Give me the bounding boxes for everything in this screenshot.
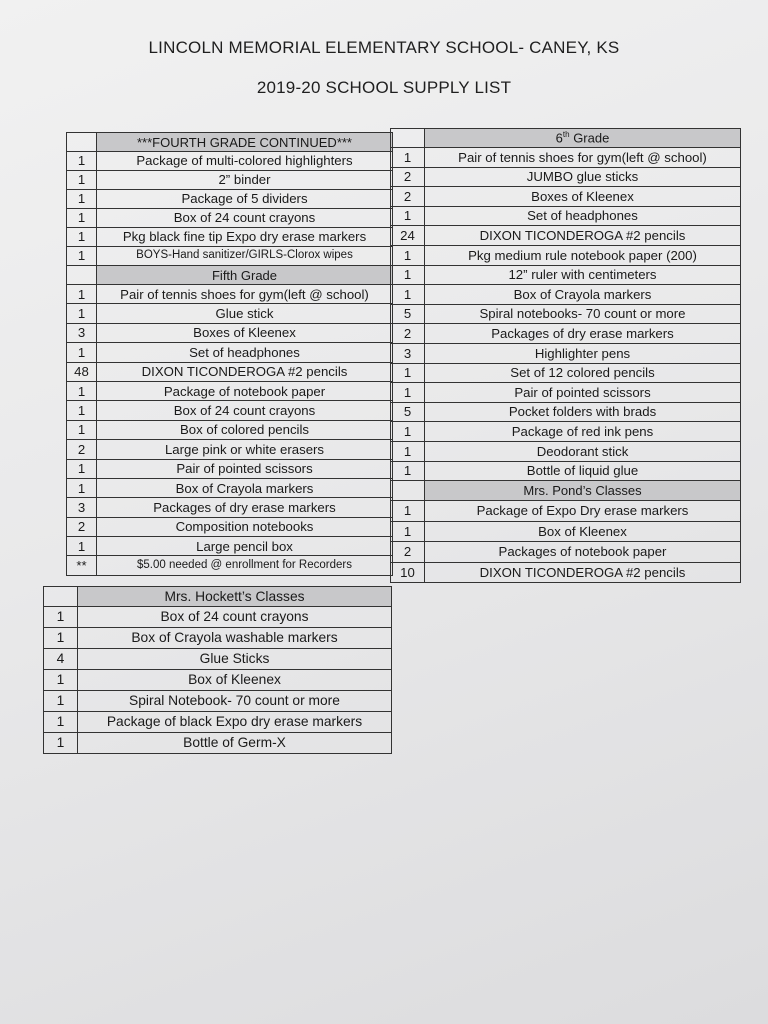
item-cell: Package of red ink pens xyxy=(425,422,741,442)
item-cell: Package of black Expo dry erase markers xyxy=(78,712,392,733)
table-row xyxy=(67,190,393,209)
table-row xyxy=(67,381,393,400)
table-row xyxy=(391,187,741,207)
table-row xyxy=(391,521,741,542)
table-row xyxy=(67,343,393,362)
quantity-cell: 1 xyxy=(391,265,425,285)
school-title: LINCOLN MEMORIAL ELEMENTARY SCHOOL- CANEY, KS xyxy=(148,38,620,57)
item-cell: Spiral notebooks- 70 count or more xyxy=(425,304,741,324)
quantity-cell: 48 xyxy=(67,362,97,381)
table-row xyxy=(44,628,392,649)
item-cell: Packages of dry erase markers xyxy=(425,324,741,344)
table-row xyxy=(391,542,741,563)
item-cell: Box of 24 count crayons xyxy=(97,209,393,228)
quantity-cell: 2 xyxy=(67,517,97,536)
quantity-cell: 1 xyxy=(67,228,97,247)
quantity-cell: 2 xyxy=(391,324,425,344)
table-row xyxy=(44,733,392,754)
item-cell: Large pink or white erasers xyxy=(97,440,393,459)
table-row xyxy=(391,383,741,403)
list-title: 2019-20 SCHOOL SUPPLY LIST xyxy=(256,78,512,97)
table-row xyxy=(67,537,393,556)
quantity-cell: 4 xyxy=(44,649,78,670)
blank-cell xyxy=(67,266,97,285)
quantity-cell: 1 xyxy=(67,285,97,304)
quantity-cell: 3 xyxy=(67,323,97,342)
item-cell: Composition notebooks xyxy=(97,517,393,536)
table-row xyxy=(391,285,741,305)
hockett-table xyxy=(43,586,392,754)
quantity-cell: 1 xyxy=(391,363,425,383)
quantity-cell: 1 xyxy=(391,441,425,461)
quantity-cell: 1 xyxy=(44,712,78,733)
table-row xyxy=(67,362,393,381)
table-row xyxy=(391,324,741,344)
table-row xyxy=(391,363,741,383)
table-row xyxy=(391,167,741,187)
item-cell: Box of Kleenex xyxy=(425,521,741,542)
table-row xyxy=(391,148,741,168)
table-row xyxy=(67,478,393,497)
item-cell: Pair of pointed scissors xyxy=(425,383,741,403)
quantity-cell: 1 xyxy=(67,209,97,228)
quantity-cell: 1 xyxy=(391,501,425,522)
item-cell: Package of 5 dividers xyxy=(97,190,393,209)
table-row xyxy=(44,670,392,691)
table-row xyxy=(67,285,393,304)
quantity-cell: 1 xyxy=(391,245,425,265)
quantity-cell: 1 xyxy=(67,247,97,266)
item-cell: Pair of tennis shoes for gym(left @ school) xyxy=(425,148,741,168)
item-cell: Spiral Notebook- 70 count or more xyxy=(78,691,392,712)
quantity-cell: 1 xyxy=(391,285,425,305)
sixth-grade-pond-table xyxy=(390,128,741,583)
table-row xyxy=(391,422,741,442)
table-row xyxy=(67,323,393,342)
quantity-cell: 1 xyxy=(391,521,425,542)
item-cell: Pkg medium rule notebook paper (200) xyxy=(425,245,741,265)
heading-text: Grade xyxy=(569,130,610,146)
quantity-cell: 2 xyxy=(67,440,97,459)
quantity-cell: 1 xyxy=(67,401,97,420)
item-cell: Bottle of liquid glue xyxy=(425,461,741,481)
table-row xyxy=(391,343,741,363)
quantity-cell: 1 xyxy=(44,691,78,712)
quantity-cell: 1 xyxy=(391,148,425,168)
item-cell: Pkg black fine tip Expo dry erase markers xyxy=(97,228,393,247)
item-cell: Glue Sticks xyxy=(78,649,392,670)
table-row xyxy=(391,501,741,522)
quantity-cell: 1 xyxy=(44,628,78,649)
table-row xyxy=(67,304,393,323)
table-row xyxy=(391,461,741,481)
quantity-cell: 5 xyxy=(391,304,425,324)
item-cell: BOYS-Hand sanitizer/GIRLS-Clorox wipes xyxy=(97,247,393,266)
item-cell: Box of Crayola markers xyxy=(425,285,741,305)
item-cell: Box of Crayola washable markers xyxy=(78,628,392,649)
table-row xyxy=(391,265,741,285)
blank-cell xyxy=(44,587,78,607)
hockett-heading-row xyxy=(44,587,392,607)
item-cell: Pocket folders with brads xyxy=(425,402,741,422)
table-row xyxy=(67,440,393,459)
table-row xyxy=(67,459,393,478)
quantity-cell: 1 xyxy=(67,190,97,209)
quantity-cell: 1 xyxy=(67,459,97,478)
table-row xyxy=(391,226,741,246)
item-cell: Highlighter pens xyxy=(425,343,741,363)
item-cell: Package of Expo Dry erase markers xyxy=(425,501,741,522)
quantity-cell: 1 xyxy=(67,304,97,323)
hockett-heading: Mrs. Hockett’s Classes xyxy=(78,587,392,607)
fourth-grade-heading: ***FOURTH GRADE CONTINUED*** xyxy=(97,133,393,152)
pond-heading: Mrs. Pond’s Classes xyxy=(425,481,741,501)
table-row xyxy=(67,498,393,517)
table-row xyxy=(391,206,741,226)
item-cell: Box of 24 count crayons xyxy=(97,401,393,420)
fourth-grade-heading-row xyxy=(67,133,393,152)
table-row xyxy=(391,441,741,461)
sixth-grade-heading-row xyxy=(391,129,741,148)
item-cell: 2” binder xyxy=(97,171,393,190)
item-cell: Package of notebook paper xyxy=(97,381,393,400)
item-cell: Box of 24 count crayons xyxy=(78,607,392,628)
item-cell: Packages of dry erase markers xyxy=(97,498,393,517)
item-cell: JUMBO glue sticks xyxy=(425,167,741,187)
table-row xyxy=(391,562,741,583)
item-cell: Box of Crayola markers xyxy=(97,478,393,497)
table-row xyxy=(67,420,393,439)
item-cell: Package of multi-colored highlighters xyxy=(97,152,393,171)
quantity-cell: 3 xyxy=(391,343,425,363)
quantity-cell: 1 xyxy=(391,422,425,442)
table-row xyxy=(44,712,392,733)
blank-cell xyxy=(67,133,97,152)
quantity-cell: 1 xyxy=(67,343,97,362)
table-row xyxy=(391,304,741,324)
blank-cell xyxy=(391,481,425,501)
table-row xyxy=(44,607,392,628)
table-row xyxy=(67,517,393,536)
heading-number: 6 xyxy=(555,130,563,146)
quantity-cell: 1 xyxy=(67,420,97,439)
fifth-grade-heading: Fifth Grade xyxy=(97,266,393,285)
item-cell: Pair of tennis shoes for gym(left @ school) xyxy=(97,285,393,304)
table-row xyxy=(391,402,741,422)
table-row xyxy=(67,152,393,171)
item-cell: Packages of notebook paper xyxy=(425,542,741,563)
pond-heading-row xyxy=(391,481,741,501)
quantity-cell: 2 xyxy=(391,187,425,207)
quantity-cell: 1 xyxy=(44,607,78,628)
table-row xyxy=(391,245,741,265)
quantity-cell: 1 xyxy=(44,670,78,691)
quantity-cell: ** xyxy=(67,556,97,575)
quantity-cell: 1 xyxy=(67,381,97,400)
blank-cell xyxy=(391,129,425,148)
item-cell: DIXON TICONDEROGA #2 pencils xyxy=(97,362,393,381)
quantity-cell: 24 xyxy=(391,226,425,246)
item-cell: 12” ruler with centimeters xyxy=(425,265,741,285)
quantity-cell: 1 xyxy=(67,537,97,556)
table-row xyxy=(67,247,393,266)
quantity-cell: 1 xyxy=(67,478,97,497)
item-cell: Set of 12 colored pencils xyxy=(425,363,741,383)
quantity-cell: 5 xyxy=(391,402,425,422)
item-cell: Boxes of Kleenex xyxy=(425,187,741,207)
quantity-cell: 1 xyxy=(391,206,425,226)
item-cell: Set of headphones xyxy=(97,343,393,362)
item-cell: Deodorant stick xyxy=(425,441,741,461)
quantity-cell: 1 xyxy=(44,733,78,754)
item-cell: Set of headphones xyxy=(425,206,741,226)
item-cell: Box of colored pencils xyxy=(97,420,393,439)
quantity-cell: 3 xyxy=(67,498,97,517)
item-cell: Large pencil box xyxy=(97,537,393,556)
table-row xyxy=(67,171,393,190)
item-cell: Pair of pointed scissors xyxy=(97,459,393,478)
quantity-cell: 1 xyxy=(391,383,425,403)
table-row xyxy=(67,209,393,228)
item-cell: Bottle of Germ-X xyxy=(78,733,392,754)
fourth-fifth-grade-table xyxy=(66,132,393,576)
item-cell: $5.00 needed @ enrollment for Recorders xyxy=(97,556,393,575)
heading-suffix: th xyxy=(562,130,570,140)
item-cell: Box of Kleenex xyxy=(78,670,392,691)
table-row xyxy=(67,228,393,247)
table-row xyxy=(44,691,392,712)
table-row xyxy=(44,649,392,670)
fifth-grade-heading-row xyxy=(67,266,393,285)
quantity-cell: 2 xyxy=(391,542,425,563)
item-cell: DIXON TICONDEROGA #2 pencils xyxy=(425,226,741,246)
quantity-cell: 1 xyxy=(391,461,425,481)
quantity-cell: 1 xyxy=(67,152,97,171)
table-row xyxy=(67,401,393,420)
item-cell: DIXON TICONDEROGA #2 pencils xyxy=(425,562,741,583)
item-cell: Glue stick xyxy=(97,304,393,323)
quantity-cell: 10 xyxy=(391,562,425,583)
item-cell: Boxes of Kleenex xyxy=(97,323,393,342)
table-row xyxy=(67,556,393,575)
quantity-cell: 2 xyxy=(391,167,425,187)
quantity-cell: 1 xyxy=(67,171,97,190)
sixth-grade-heading xyxy=(425,129,741,148)
